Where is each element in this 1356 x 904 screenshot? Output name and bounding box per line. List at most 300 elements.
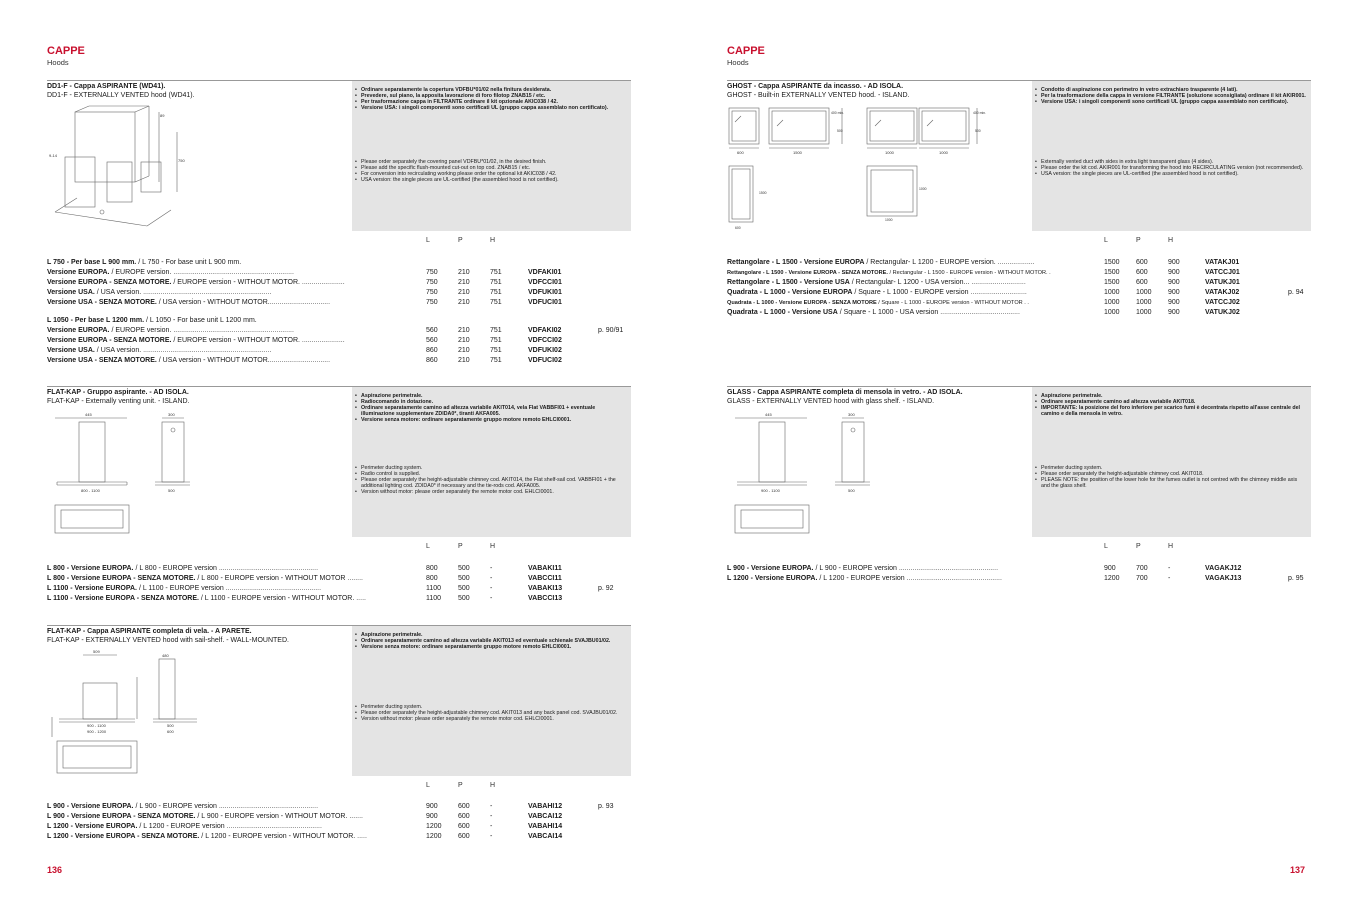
row-label-en: / EUROPE version.	[109, 269, 172, 276]
page-header-title: CAPPE	[47, 45, 85, 57]
cell-p: 700	[1136, 565, 1148, 572]
cell-p: 210	[458, 299, 470, 306]
product-code: VATAKJ02	[1205, 289, 1240, 296]
notes-english	[355, 704, 627, 722]
row-description	[47, 356, 419, 366]
notes-italian	[1035, 87, 1307, 105]
note-item: • USA version: the single pieces are UL-certified (the assembled hood is not certified).	[1035, 171, 1307, 177]
cell-h: 751	[490, 289, 502, 296]
product-code: VDFAKI02	[528, 327, 562, 334]
notes-italian	[1035, 393, 1307, 417]
table-row	[47, 268, 631, 278]
product-code: VDFUKI02	[528, 347, 562, 354]
row-description	[727, 574, 1099, 584]
leader-dots: ........	[345, 575, 363, 582]
cell-p: 1000	[1136, 309, 1152, 316]
row-label-en: / L 1050 - For base unit L 1200 mm.	[144, 317, 257, 324]
row-label-en: / USA version.	[94, 289, 142, 296]
column-header-h: H	[490, 237, 496, 244]
drawing-label: 500	[848, 488, 855, 493]
cell-l: 1500	[1104, 269, 1120, 276]
table-row	[727, 574, 1311, 584]
cell-l: 1000	[1104, 289, 1120, 296]
row-label-en: / L 1100 - EUROPE version - WITHOUT MOTOR.	[198, 595, 355, 602]
row-label-en: / Square - L 1000 - EUROPE version	[852, 289, 969, 296]
product-section-ghost	[727, 80, 1311, 320]
column-header-p: P	[458, 543, 463, 550]
row-label-en: / EUROPE version - WITHOUT MOTOR.	[171, 279, 300, 286]
cell-h: -	[490, 823, 493, 830]
cell-h: 900	[1168, 309, 1180, 316]
section-subtitle: FLAT-KAP - Externally venting unit. - ISLAND.	[47, 398, 190, 405]
product-code: VABAHI12	[528, 803, 563, 810]
row-label-it: Versione USA - SENZA MOTORE.	[47, 299, 157, 306]
table-row	[47, 832, 631, 842]
cell-h: 751	[490, 327, 502, 334]
cell-p: 600	[1136, 259, 1148, 266]
table-row	[47, 288, 631, 298]
cell-l: 750	[426, 279, 438, 286]
row-label-it: L 1100 - Versione EUROPA - SENZA MOTORE.	[47, 595, 199, 602]
table-row	[47, 336, 631, 346]
drawing-label: 750	[178, 158, 185, 163]
product-code: VATUKJ01	[1205, 279, 1240, 286]
table-row	[727, 564, 1311, 574]
note-item: • For conversion into recirculating working please order the optional kit AKIC038 / 42.	[355, 171, 627, 177]
page-number: 137	[1290, 865, 1306, 875]
cell-h: 751	[490, 357, 502, 364]
leader-dots: ...................................................	[216, 565, 319, 572]
product-section-flatkap-wall	[47, 625, 631, 845]
row-label-it: L 750 - Per base L 900 mm.	[47, 259, 137, 266]
note-item: • Versione senza motore: ordinare separatamente gruppo motore remoto EHLCI0001.	[355, 417, 627, 423]
cell-p: 600	[458, 833, 470, 840]
row-label-it: Versione USA.	[47, 289, 95, 296]
row-description	[47, 594, 419, 604]
note-item: • USA version: the single pieces are UL-certified (the assembled hood is not certified).	[355, 177, 627, 183]
note-item: • Prevedere, sul piano, la apposita lavorazione di foro filotop ZNAB15 / etc.	[355, 93, 627, 99]
drawing-label: 600	[167, 729, 174, 734]
page-reference: p. 94	[1288, 289, 1304, 296]
table-row	[47, 326, 631, 336]
note-item: • Please order separately the covering panel VDFBU*01/02, in the desired finish.	[355, 159, 627, 165]
table-row	[47, 346, 631, 356]
row-description	[727, 278, 1099, 288]
drawing-label: 445	[765, 412, 772, 417]
row-label-it: L 900 - Versione EUROPA.	[47, 803, 134, 810]
column-header-h: H	[490, 782, 496, 789]
cell-h: -	[1168, 575, 1171, 582]
note-item: • Aspirazione perimetrale.	[355, 393, 627, 399]
note-item: • Per la trasformazione della cappa in versione FILTRANTE (soluzione sconsigliata) ordinare il kit AKIR001.	[1035, 93, 1307, 99]
leader-dots: .............................	[968, 289, 1027, 296]
cell-p: 210	[458, 269, 470, 276]
drawing-label: 509	[93, 649, 100, 654]
row-description	[47, 822, 419, 832]
drawing-label: 1500	[793, 150, 802, 155]
section-title: DD1-F - Cappa ASPIRANTE (WD41).	[47, 83, 166, 90]
notes-english	[1035, 159, 1307, 177]
notes-box	[352, 626, 631, 776]
cell-l: 560	[426, 337, 438, 344]
note-item: • Versione USA: i singoli componenti sono certificati UL (gruppo cappa assemblato non certificato).	[1035, 99, 1307, 105]
cell-p: 210	[458, 327, 470, 334]
cell-h: -	[490, 575, 493, 582]
row-label-it: Versione EUROPA.	[47, 327, 110, 334]
row-description	[47, 298, 419, 308]
note-item: • Radio control is supplied.	[355, 471, 627, 477]
row-label-en: / L 1200 - EUROPE version - WITHOUT MOTOR.	[199, 833, 356, 840]
note-item: • Ordinare separatamente camino ad altezza variabile AKIT013 ed eventuale schienale SVAJBU01/02.	[355, 638, 627, 644]
leader-dots: ..................................................................	[141, 289, 272, 296]
row-label-en: / EUROPE version - WITHOUT MOTOR.	[171, 337, 300, 344]
leader-dots: ......................	[299, 279, 345, 286]
product-code: VDFCCI02	[528, 337, 562, 344]
note-item: • Perimeter ducting system.	[355, 704, 627, 710]
cell-h: 751	[490, 347, 502, 354]
row-label-it: L 1050 - Per base L 1200 mm.	[47, 317, 145, 324]
product-code: VDFUKI01	[528, 289, 562, 296]
row-label-en: / L 750 - For base unit L 900 mm.	[136, 259, 242, 266]
note-item: • Perimeter ducting system.	[1035, 465, 1307, 471]
row-label-en: / L 1200 - EUROPE version	[817, 575, 905, 582]
cell-h: -	[1168, 565, 1171, 572]
drawing-label: 500	[975, 129, 981, 133]
product-code: VDFCCI01	[528, 279, 562, 286]
drawing-label: 1000	[919, 187, 927, 191]
drawing-label: 900 - 1200	[87, 729, 107, 734]
leader-dots: ..............................................................	[171, 269, 294, 276]
leader-dots: .....	[355, 833, 367, 840]
row-label-it: Rettangolare - L 1500 - Versione EUROPA - SENZA MOTORE.	[727, 270, 888, 276]
leader-dots: ...................	[995, 259, 1035, 266]
table-row	[727, 298, 1311, 308]
column-header-p: P	[1136, 237, 1141, 244]
note-item: • Versione USA: i singoli componenti sono certificati UL (gruppo cappa assemblato non certificato).	[355, 105, 627, 111]
drawing-label: 600	[735, 226, 741, 230]
cell-l: 1200	[1104, 575, 1120, 582]
leader-dots: .....	[354, 595, 366, 602]
leader-dots: ............................	[969, 279, 1026, 286]
page-header-subtitle: Hoods	[727, 58, 749, 67]
leader-dots: .................................................	[904, 575, 1002, 582]
drawing-label: 89	[160, 113, 165, 118]
note-item: • Externally vented duct with sides in extra light transparent glass (4 sides).	[1035, 159, 1307, 165]
cell-p: 1000	[1136, 289, 1152, 296]
row-label-it: L 1200 - Versione EUROPA.	[47, 823, 138, 830]
drawing-label: 900 - 1100	[87, 723, 106, 728]
cell-p: 500	[458, 565, 470, 572]
page-header-subtitle: Hoods	[47, 58, 69, 67]
table-row	[727, 278, 1311, 288]
row-label-it: Versione USA - SENZA MOTORE.	[47, 357, 157, 364]
product-code: VATAKJ01	[1205, 259, 1240, 266]
drawing-label: 400 min.	[831, 111, 845, 115]
section-subtitle: GHOST - Built-in EXTERNALLY VENTED hood. - ISLAND.	[727, 92, 910, 99]
row-label-en: / Square - L 1000 - EUROPE version - WITHOUT MOTOR . .	[876, 300, 1029, 306]
row-description	[47, 564, 419, 574]
technical-drawing	[727, 102, 997, 232]
row-label-it: L 900 - Versione EUROPA.	[727, 565, 814, 572]
technical-drawing	[727, 408, 877, 538]
note-item: • Ordinare separatamente la copertura VDFBU*01/02 nella finitura desiderata.	[355, 87, 627, 93]
cell-h: 751	[490, 279, 502, 286]
row-label-en: / EUROPE version.	[109, 327, 172, 334]
cell-p: 1000	[1136, 299, 1152, 306]
notes-box	[1032, 387, 1311, 537]
cell-p: 700	[1136, 575, 1148, 582]
column-header-l: L	[426, 237, 430, 244]
row-description	[47, 346, 419, 356]
note-item: • Condotto di aspirazione con perimetro in vetro extrachiaro trasparente (4 lati).	[1035, 87, 1307, 93]
cell-p: 210	[458, 279, 470, 286]
note-item: • Versione senza motore: ordinare separatamente gruppo motore remoto EHLCI0001.	[355, 644, 627, 650]
row-description	[47, 278, 419, 288]
section-title: FLAT-KAP - Gruppo aspirante. - AD ISOLA.	[47, 389, 189, 396]
row-label-en: / Rectangular- L 1200 - USA version...	[849, 279, 970, 286]
row-label-en: / L 900 - EUROPE version - WITHOUT MOTOR.	[195, 813, 348, 820]
note-item: • Aspirazione perimetrale.	[355, 632, 627, 638]
row-label-en: / Square - L 1000 - USA version	[837, 309, 939, 316]
cell-l: 1200	[426, 823, 442, 830]
column-header-h: H	[490, 543, 496, 550]
row-description	[47, 584, 419, 594]
row-label-it: Quadrata - L 1000 - Versione USA	[727, 309, 838, 316]
row-description	[47, 336, 419, 346]
cell-h: -	[490, 565, 493, 572]
section-subtitle: FLAT-KAP - EXTERNALLY VENTED hood with sail-shelf. - WALL-MOUNTED.	[47, 637, 289, 644]
table-row	[727, 308, 1311, 318]
row-label-it: Versione EUROPA - SENZA MOTORE.	[47, 279, 172, 286]
table-row	[47, 584, 631, 594]
product-code: VABAKI11	[528, 565, 562, 572]
cell-p: 500	[458, 585, 470, 592]
technical-drawing	[47, 647, 207, 777]
column-header-p: P	[458, 782, 463, 789]
right-page	[678, 0, 1356, 904]
table-row	[47, 316, 631, 326]
note-item: • PLEASE NOTE: the position of the lower hole for the fumes outlet is not centred with the chimney middle axis and the glass shelf.	[1035, 477, 1307, 489]
notes-box	[352, 81, 631, 231]
page-reference: p. 90/91	[598, 327, 624, 334]
leader-dots: ..................................................................	[141, 347, 272, 354]
row-description	[727, 564, 1099, 574]
row-label-it: L 1200 - Versione EUROPA.	[727, 575, 818, 582]
cell-l: 1000	[1104, 309, 1120, 316]
row-label-it: L 800 - Versione EUROPA - SENZA MOTORE.	[47, 575, 196, 582]
drawing-label: 600	[737, 150, 744, 155]
table-row	[47, 812, 631, 822]
row-label-it: L 1200 - Versione EUROPA - SENZA MOTORE.	[47, 833, 200, 840]
note-item: • Version without motor: please order separately the remote motor cod. EHLCI0001.	[355, 489, 627, 495]
row-label-en: / L 900 - EUROPE version	[813, 565, 897, 572]
cell-l: 1500	[1104, 259, 1120, 266]
note-item: • Per trasformazione cappa in FILTRANTE ordinare il kit opzionale AKIC038 / 42.	[355, 99, 627, 105]
row-description	[47, 288, 419, 298]
cell-p: 500	[458, 575, 470, 582]
drawing-label: 1000	[885, 150, 894, 155]
row-label-en: / USA version.	[94, 347, 142, 354]
row-label-en: / Rectangular- L 1200 - EUROPE version.	[864, 259, 996, 266]
column-header-h: H	[1168, 237, 1174, 244]
row-label-en: / L 1100 - EUROPE version	[137, 585, 224, 592]
note-item: • Ordinare separatamente camino ad altezza variabile AKIT018.	[1035, 399, 1307, 405]
table-row	[47, 298, 631, 308]
leader-dots: ......................	[299, 337, 345, 344]
row-description	[47, 316, 419, 326]
leader-dots: ...............................	[269, 357, 331, 364]
row-label-en: / L 800 - EUROPE version - WITHOUT MOTOR	[195, 575, 346, 582]
column-header-l: L	[1104, 237, 1108, 244]
row-description	[727, 308, 1099, 318]
row-label-en: / USA version - WITHOUT MOTOR.	[156, 357, 270, 364]
drawing-label: 480	[162, 653, 169, 658]
cell-h: -	[490, 585, 493, 592]
drawing-label: 900 - 1100	[761, 488, 780, 493]
cell-h: -	[490, 595, 493, 602]
product-code: VATUKJ02	[1205, 309, 1240, 316]
drawing-label: 1000	[885, 218, 893, 222]
row-label-it: Versione EUROPA.	[47, 269, 110, 276]
note-item: • Please order separately the height-adjustable chimney cod. AKIT018.	[1035, 471, 1307, 477]
leader-dots: ..............................................................	[171, 327, 294, 334]
row-label-en: / USA version - WITHOUT MOTOR.	[156, 299, 270, 306]
cell-l: 900	[1104, 565, 1116, 572]
product-section-glass	[727, 386, 1311, 606]
drawing-label: 1500	[759, 191, 767, 195]
row-label-it: Quadrata - L 1000 - Versione EUROPA	[727, 289, 853, 296]
product-code: VDFAKI01	[528, 269, 562, 276]
cell-h: 900	[1168, 299, 1180, 306]
note-item: • Please order the kit cod. AKIR001 for transforming the hood into RECIRCULATING version (not recommended).	[1035, 165, 1307, 171]
page-reference: p. 95	[1288, 575, 1304, 582]
cell-p: 210	[458, 289, 470, 296]
drawing-label: 400 min.	[973, 111, 987, 115]
notes-italian	[355, 393, 627, 423]
cell-h: 900	[1168, 279, 1180, 286]
section-title: FLAT-KAP - Cappa ASPIRANTE completa di vela. - A PARETE.	[47, 628, 252, 635]
notes-english	[355, 159, 627, 183]
cell-h: -	[490, 833, 493, 840]
row-label-it: L 900 - Versione EUROPA - SENZA MOTORE.	[47, 813, 196, 820]
column-header-l: L	[426, 543, 430, 550]
row-description	[47, 574, 419, 584]
section-subtitle: GLASS - EXTERNALLY VENTED hood with glass shelf. - ISLAND.	[727, 398, 935, 405]
table-row	[47, 574, 631, 584]
row-description	[47, 258, 419, 268]
row-description	[47, 832, 419, 842]
notes-box	[352, 387, 631, 537]
cell-p: 600	[1136, 269, 1148, 276]
row-label-it: Versione USA.	[47, 347, 95, 354]
product-code: VDFUCI01	[528, 299, 562, 306]
column-header-p: P	[458, 237, 463, 244]
cell-h: 900	[1168, 289, 1180, 296]
table-row	[727, 268, 1311, 278]
leader-dots: ...................................................	[896, 565, 999, 572]
cell-l: 800	[426, 565, 438, 572]
row-description	[47, 812, 419, 822]
drawing-label: 500	[167, 723, 174, 728]
table-row	[47, 564, 631, 574]
product-section-flatkap-island	[47, 386, 631, 606]
technical-drawing	[47, 102, 187, 232]
row-label-it: L 800 - Versione EUROPA.	[47, 565, 134, 572]
cell-l: 1100	[426, 595, 442, 602]
drawing-label: 445	[85, 412, 92, 417]
cell-l: 1500	[1104, 279, 1120, 286]
note-item: • Ordinare separatamente camino ad altezza variabile AKIT014, vela Flat VABBFI01 + eventuale illuminazione supplementare ZDIDA0*, tiranti AKFA005.	[355, 405, 627, 417]
drawing-label: 300	[848, 412, 855, 417]
notes-italian	[355, 632, 627, 650]
cell-p: 600	[458, 823, 470, 830]
row-description	[727, 268, 1099, 278]
product-code: VABCCI13	[528, 595, 563, 602]
note-item: • Please order separately the height-adjustable chimney cod. AKIT014, the Flat shelf-sail cod. VABBFI01 + the additional lighting cod. ZDIDA0* if necessary and the tie-rods cod. AKFA005.	[355, 477, 627, 489]
notes-box	[1032, 81, 1311, 231]
row-description	[727, 288, 1099, 298]
column-header-l: L	[1104, 543, 1108, 550]
leader-dots: ...................................................	[216, 803, 319, 810]
row-label-en: / L 900 - EUROPE version	[133, 803, 217, 810]
cell-h: 751	[490, 269, 502, 276]
row-description	[727, 298, 1099, 308]
note-item: • Please order separately the height-adjustable chimney cod. AKIT013 and any back panel cod. SVAJBU01/02.	[355, 710, 627, 716]
product-code: VATCCJ01	[1205, 269, 1240, 276]
cell-p: 210	[458, 347, 470, 354]
cell-h: 900	[1168, 259, 1180, 266]
column-header-h: H	[1168, 543, 1174, 550]
cell-l: 750	[426, 269, 438, 276]
cell-h: 900	[1168, 269, 1180, 276]
cell-l: 860	[426, 347, 438, 354]
cell-l: 800	[426, 575, 438, 582]
notes-italian	[355, 87, 627, 111]
column-header-l: L	[426, 782, 430, 789]
page-number: 136	[47, 865, 63, 875]
cell-h: 751	[490, 337, 502, 344]
page-reference: p. 93	[598, 803, 614, 810]
row-label-it: Quadrata - L 1000 - Versione EUROPA - SENZA MOTORE	[727, 300, 877, 306]
drawing-label: 800 - 1100	[81, 488, 100, 493]
cell-p: 600	[458, 803, 470, 810]
cell-p: 500	[458, 595, 470, 602]
row-description	[47, 802, 419, 812]
leader-dots: .........................................	[938, 309, 1020, 316]
leader-dots: .......	[347, 813, 363, 820]
product-code: VATCCJ02	[1205, 299, 1240, 306]
cell-l: 900	[426, 803, 438, 810]
notes-english	[1035, 465, 1307, 489]
cell-l: 750	[426, 289, 438, 296]
leader-dots: .................................................	[224, 823, 322, 830]
section-title: GHOST - Cappa ASPIRANTE da incasso. - AD ISOLA.	[727, 83, 904, 90]
product-code: VAGAKJ13	[1205, 575, 1242, 582]
section-subtitle: DD1-F - EXTERNALLY VENTED hood (WD41).	[47, 92, 195, 99]
drawing-label: 500	[168, 488, 175, 493]
product-code: VABCAI12	[528, 813, 563, 820]
table-row	[727, 288, 1311, 298]
row-label-it: Rettangolare - L 1500 - Versione EUROPA	[727, 259, 865, 266]
table-row	[47, 258, 631, 268]
table-row	[727, 258, 1311, 268]
notes-english	[355, 465, 627, 495]
cell-p: 210	[458, 357, 470, 364]
note-item: • Radiocomando in dotazione.	[355, 399, 627, 405]
row-description	[727, 258, 1099, 268]
note-item: • Version without motor: please order separately the remote motor cod. EHLCI0001.	[355, 716, 627, 722]
product-code: VABCCI11	[528, 575, 562, 582]
